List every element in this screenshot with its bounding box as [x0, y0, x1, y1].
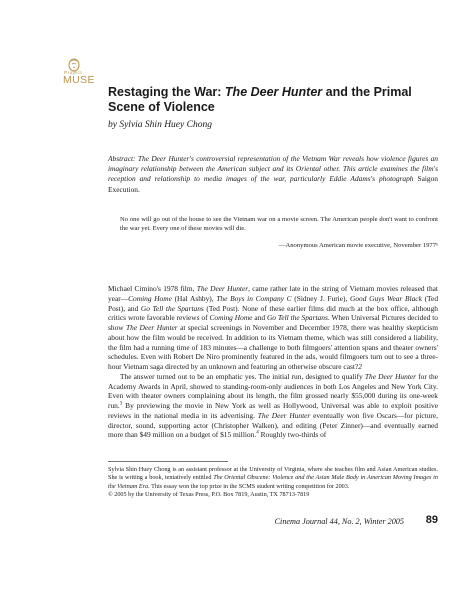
- epigraph-source: —Anonymous American movie executive, November 1977¹: [278, 242, 438, 249]
- footnote-rule: [108, 461, 228, 462]
- body-paragraph-2: The answer turned out to be an emphatic yes. The initial run, designed to qualify The Deer Hunter for the Academy Awards in April, showed to standing-room-only audiences in both Los Angeles and New York City. Even with theater owners complaining about its length, the film grossed nearly $55,000 during its one-week run.$^3$ By previewing the movie in New York as well as Hollywood, Universal was able to exploit positive reviews in the national media in its advertising. The Deer Hunter eventually won five Oscars—for picture, director, sound, supporting actor (Christopher Walken), and editing (Peter Zinner)—and eventually earned more than $49 million on a budget of $15 million.$^4$ Roughly two-thirds of: [108, 371, 439, 440]
- body-paragraph-1: Michael Cimino's 1978 film, The Deer Hunter, came rather late in the string of Vietnam movies released that year—Coming Home (Hal Ashby), The Boys in Company C (Sidney J. Furie), Good Guys Wear Black (Ted Post), and Go Tell the Spartans (Ted Post). None of these earlier films did much at the box office, although critics wrote favorable reviews of Coming Home and Go Tell the Spartans. When Universal Pictures decided to show The Deer Hunter at special screenings in November and December 1978, there was healthy skepticism about how the film would be received. In addition to its Vietnam theme, which was still considered a liability, the film had a running time of 183 minutes—a challenge to both filmgoers' attention spans and theater owners' schedules. Even with Robert De Niro prominently featured in the ads, would filmgoers turn out to see a three-hour Vietnam saga directed by an unknown and featuring an otherwise obscure cast?2: [108, 284, 439, 371]
- journal-citation: Cinema Journal 44, No. 2, Winter 2005: [274, 517, 404, 526]
- byline: by Sylvia Shin Huey Chong: [108, 120, 212, 130]
- body-text: [108, 284, 438, 440]
- project-muse-logo: [62, 58, 102, 86]
- author-footnote: Sylvia Shin Huey Chong is an assistant professor at the University of Virginia, where she teaches film and Asian American studies. She is writing a book, tentatively entitled The Oriental Obscene: Violence and the Asian Male Body in American Moving Images in the Vietnam Era. This essay won the top prize in the SCMS student writing competition for 2003. © 2005 by the University of Texas Press, P.O. Box 7819, Austin, TX 78713-7819: [108, 466, 438, 498]
- logo-line1: Project: [64, 70, 83, 75]
- page-number: 89: [425, 514, 438, 526]
- abstract: Abstract: The Deer Hunter's controversial representation of the Vietnam War reveals how violence figures an imaginary relationship between the American subject and its Oriental other. This article examines the film's reception and relationship to media images of the war, particularly Eddie Adams's photograph Saigon Execution.: [108, 154, 438, 194]
- epigraph: No one will go out of the house to see the Vietnam war on a movie screen. The American people don't want to confront the war yet. Every one of these movies will die.: [120, 216, 438, 233]
- logo-wordmark: MUSE: [63, 74, 95, 86]
- footnote-ref: 4: [256, 430, 259, 436]
- abstract-label: Abstract:: [108, 154, 136, 163]
- footnote-ref: 3: [119, 401, 123, 407]
- article-title: Restaging the War: The Deer Hunter and the Primal Scene of Violence: [108, 85, 412, 114]
